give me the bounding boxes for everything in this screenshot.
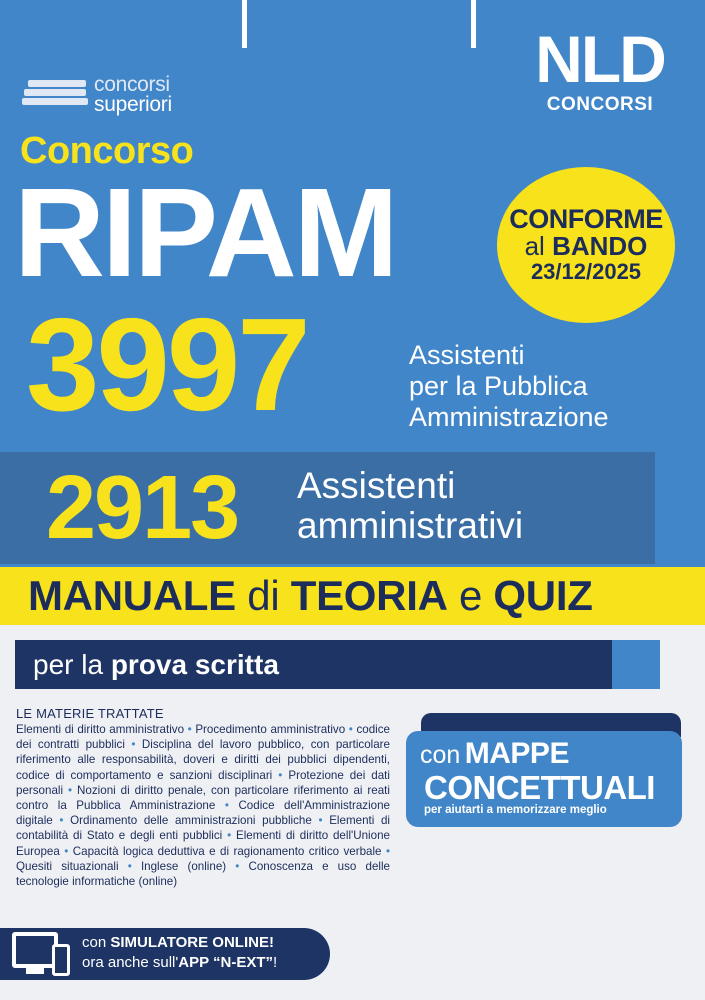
materia-item: Conoscenza e uso delle tecnologie informatiche (online) [16, 859, 390, 889]
ripam-title: RIPAM [14, 162, 396, 303]
materia-item: Capacità logica deduttiva e di ragionamento critico verbale [72, 844, 382, 858]
posts-number-sub: 2913 [46, 458, 239, 558]
materie-list [16, 722, 390, 889]
mappe-concettuali-box [406, 731, 682, 827]
prova-scritta-text: per la prova scritta [33, 649, 279, 680]
phone-icon [52, 944, 70, 976]
badge-line1: CONFORME [509, 204, 663, 234]
nld-logo-text: NLD [535, 22, 665, 96]
materia-item: Procedimento amministrativo [195, 723, 346, 736]
prova-bar-accent [612, 640, 660, 689]
top-divider-line [242, 0, 247, 48]
bullet-separator: • [184, 723, 196, 736]
bullet-separator: • [345, 723, 357, 736]
bullet-separator: • [215, 799, 239, 813]
top-divider-line [471, 0, 476, 48]
materia-item: Elementi di contabilità di Stato e degli enti pubblici [16, 814, 390, 843]
bullet-separator: • [226, 859, 249, 873]
bullet-separator: • [118, 859, 141, 873]
bullet-separator: • [52, 814, 71, 828]
nld-logo-subtitle: CONCORSI [546, 94, 654, 115]
books-icon [22, 80, 88, 112]
simulatore-text: con SIMULATORE ONLINE! ora anche sull'APP “N-EXT”! [82, 934, 278, 971]
concorso-label: Concorso [20, 130, 194, 172]
mappe-line2: CONCETTUALI [424, 769, 655, 806]
sub-role-text: Assistenti amministrativi [297, 465, 524, 546]
materia-item: Elementi di diritto dell'Unione Europea [16, 829, 390, 858]
badge-date: 23/12/2025 [530, 259, 642, 284]
badge-line2: al BANDO [524, 231, 648, 261]
bullet-separator: • [311, 814, 330, 828]
materie-section [16, 706, 390, 889]
mappe-line3: per aiutarti a memorizzare meglio [424, 804, 607, 816]
mappe-line1: con MAPPE [420, 737, 569, 770]
bullet-separator: • [381, 844, 390, 858]
brand-text: concorsi superiori [94, 73, 172, 116]
conforme-badge [497, 167, 675, 323]
materia-item: Codice dell'Amministrazione digitale [16, 799, 390, 828]
materia-item: Disciplina del lavoro pubblico, con particolare riferimento alle responsabilità, doveri e diritti dei pubblici dipendenti, codice di comportamento e sanzioni disciplinari [16, 738, 390, 782]
nld-concorsi-logo [520, 22, 680, 116]
bullet-separator: • [124, 738, 142, 752]
materia-item: codice dei contratti pubblici [16, 723, 390, 752]
bullet-separator: • [222, 829, 236, 843]
bullet-separator: • [63, 783, 78, 797]
materie-title: LE MATERIE TRATTATE [16, 706, 164, 721]
materia-item: Inglese (online) [140, 859, 227, 873]
materia-item: Nozioni di diritto penale, con particolare riferimento ai reati contro la Pubblica Amministrazione [16, 783, 390, 813]
posts-number-main: 3997 [26, 291, 308, 438]
bullet-separator: • [59, 844, 73, 858]
main-role-text: Assistenti per la Pubblica Amministrazione [409, 340, 609, 432]
materia-item: Elementi di diritto amministrativo [16, 723, 185, 736]
manuale-title: MANUALE di TEORIA e QUIZ [28, 572, 593, 619]
materia-item: Ordinamento delle amministrazioni pubbliche [70, 814, 312, 828]
monitor-stand-icon [26, 968, 44, 974]
materia-item: Quesiti situazionali [16, 859, 119, 873]
bullet-separator: • [272, 768, 289, 782]
materia-item: Protezione dei dati personali [16, 768, 390, 797]
simulatore-banner [0, 922, 330, 986]
